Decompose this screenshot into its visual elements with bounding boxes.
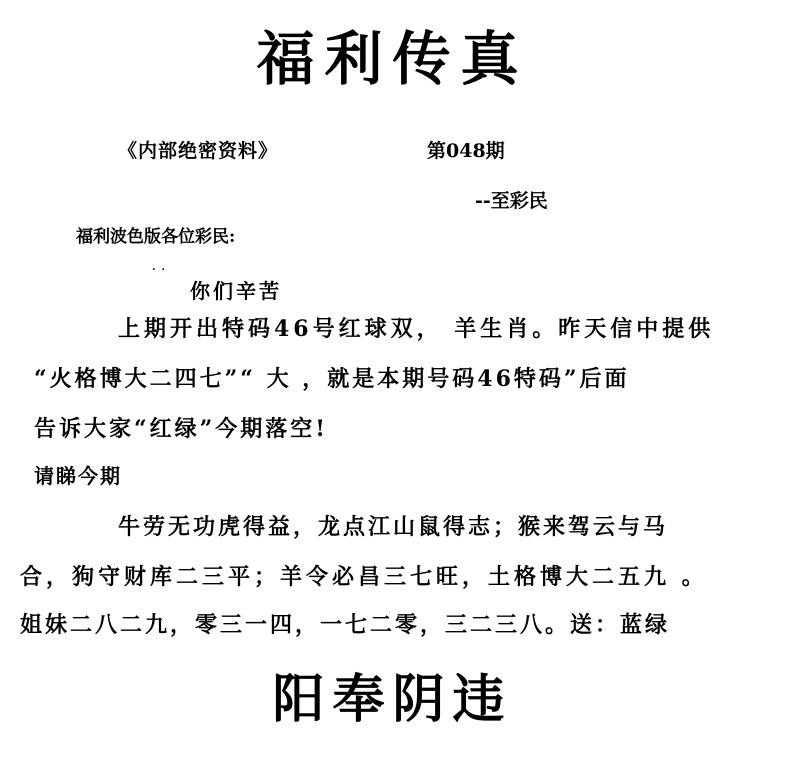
ellipsis-dots: ..: [152, 262, 171, 273]
footer-slogan: 阳奉阴违: [272, 669, 513, 730]
document-subtitle: 《内部绝密资料》: [118, 140, 279, 162]
body-line-3: 告诉大家“红绿”今期落空!: [34, 416, 328, 442]
author-signature: --至彩民: [475, 190, 548, 212]
issue-number: 第048期: [427, 140, 505, 162]
body-line-5: 牛劳无功虎得益，龙点江山鼠得志；猴来驾云与马: [118, 514, 669, 540]
document-title: 福利传真: [256, 25, 529, 93]
greeting-line: 福利波色版各位彩民:: [76, 227, 236, 247]
body-line-6: 合，狗守财库二三平；羊令必昌三七旺，土格博大二五九 。: [20, 564, 708, 590]
body-line-4: 请睇今期: [34, 464, 122, 488]
body-line-7: 姐妹二八二九，零三一四，一七二零，三二三八。送：蓝绿: [20, 612, 671, 638]
body-line-2: “火格博大二四七”“ 大 ，就是本期号码46特码”后面: [34, 366, 630, 392]
salutation: 你们辛苦: [190, 279, 282, 303]
body-line-1: 上期开出特码46号红球双， 羊生肖。昨天信中提供: [118, 316, 715, 342]
